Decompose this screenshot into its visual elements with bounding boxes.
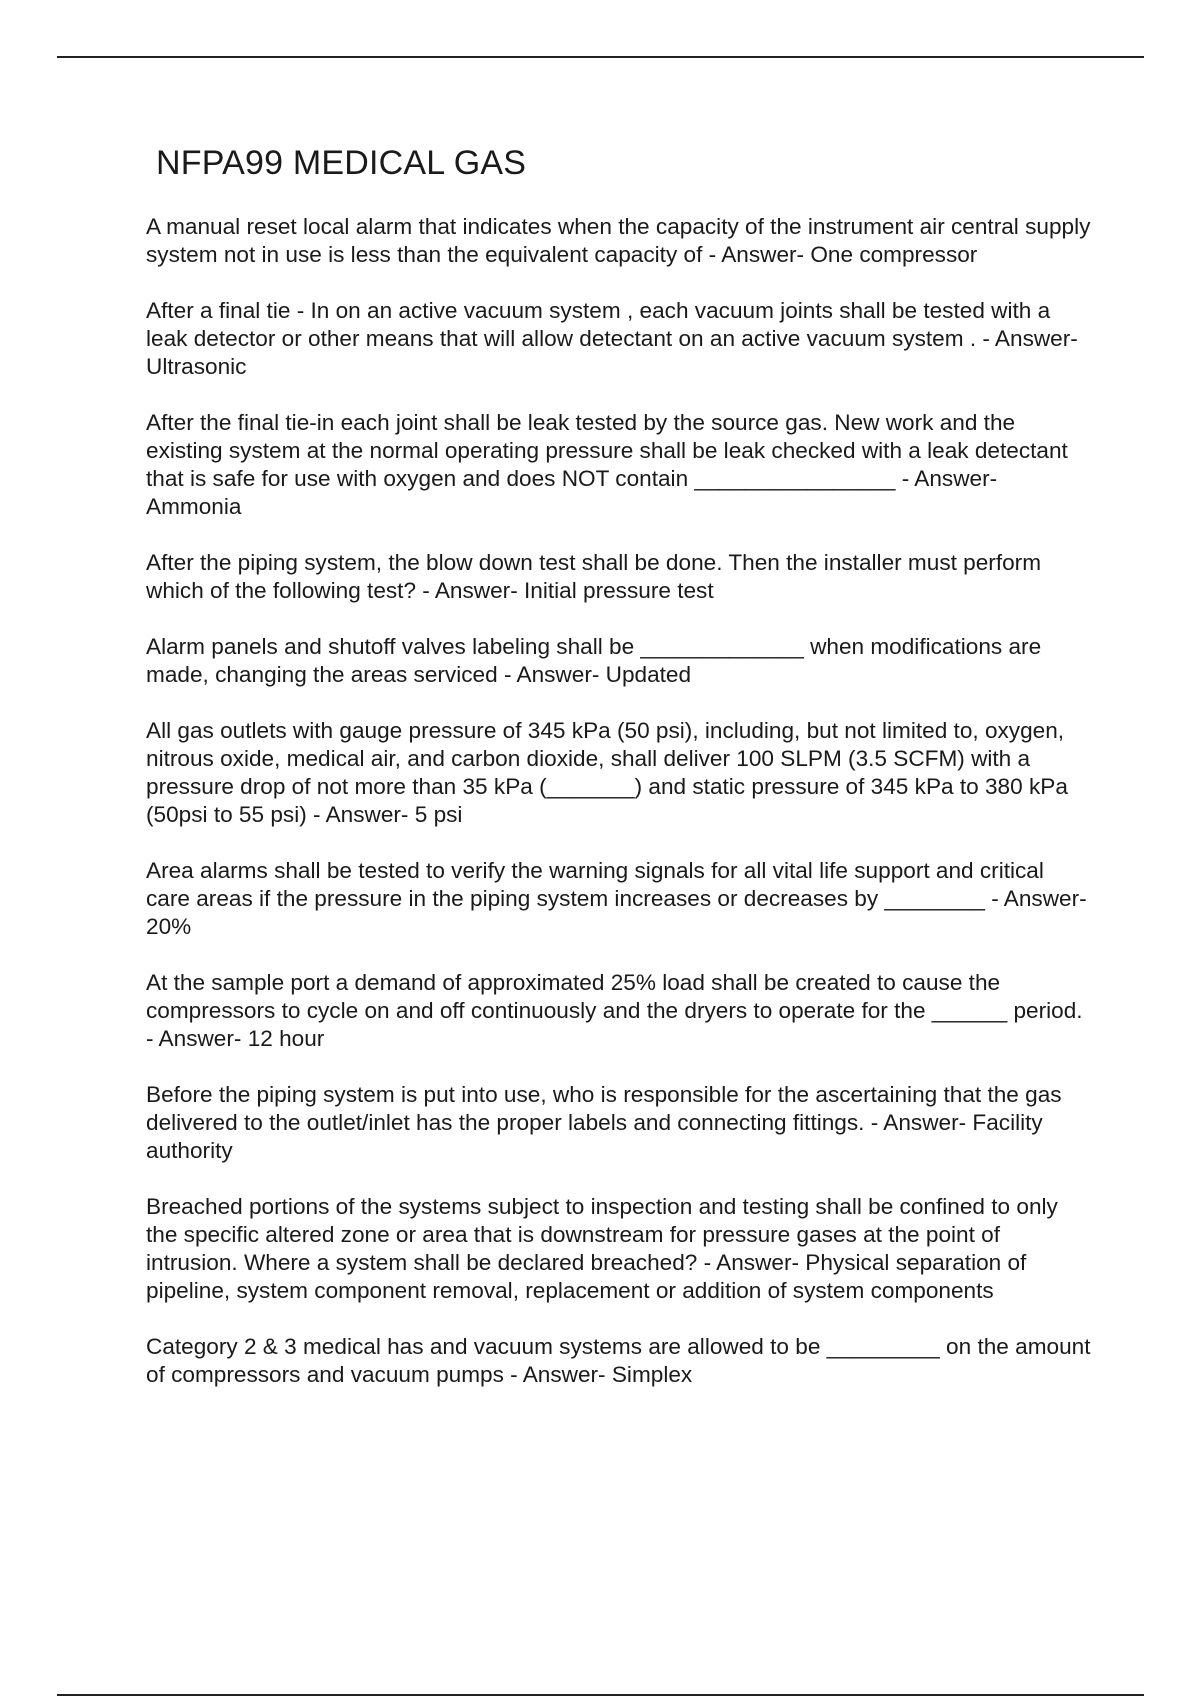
page-title: NFPA99 MEDICAL GAS xyxy=(156,144,527,182)
qa-item: After the final tie-in each joint shall be leak tested by the source gas. New work and the existing system at the normal operating pressure shall be leak checked with a leak detectant that is safe for use with oxygen and does NOT contain ________________ - Answer- Ammonia xyxy=(146,410,1068,519)
qa-item: Area alarms shall be tested to verify the warning signals for all vital life support and critical care areas if the pressure in the piping system increases or decreases by ________ - Answer- 20% xyxy=(146,858,1087,939)
qa-item: After a final tie - In on an active vacuum system , each vacuum joints shall be tested with a leak detector or other means that will allow detectant on an active vacuum system . - Answer- Ultrasonic xyxy=(146,298,1078,379)
top-divider xyxy=(57,56,1144,58)
qa-item: Breached portions of the systems subject to inspection and testing shall be confined to only the specific altered zone or area that is downstream for pressure gases at the point of intrusion. Where a system shall be declared breached? - Answer- Physical separation of pipeline, system component removal, replacement or addition of system components xyxy=(146,1194,1058,1303)
qa-item: Before the piping system is put into use, who is responsible for the ascertaining that the gas delivered to the outlet/inlet has the proper labels and connecting fittings. - Answer- Facility authority xyxy=(146,1082,1062,1163)
qa-item: At the sample port a demand of approximated 25% load shall be created to cause the compressors to cycle on and off continuously and the dryers to operate for the ______ period. - Answer- 12 hour xyxy=(146,970,1083,1051)
bottom-divider xyxy=(57,1694,1144,1696)
qa-item: Alarm panels and shutoff valves labeling shall be _____________ when modifications are made, changing the areas serviced - Answer- Updated xyxy=(146,634,1042,687)
qa-item: All gas outlets with gauge pressure of 345 kPa (50 psi), including, but not limited to, oxygen, nitrous oxide, medical air, and carbon dioxide, shall deliver 100 SLPM (3.5 SCFM) with a pressure drop of not more than 35 kPa (_______) and static pressure of 345 kPa to 380 kPa (50psi to 55 psi) - Answer- 5 psi xyxy=(146,718,1068,827)
question-answer-list xyxy=(146,213,1092,1417)
qa-item: After the piping system, the blow down test shall be done. Then the installer must perform which of the following test? - Answer- Initial pressure test xyxy=(146,550,1042,603)
qa-item: A manual reset local alarm that indicates when the capacity of the instrument air central supply system not in use is less than the equivalent capacity of - Answer- One compressor xyxy=(146,214,1091,267)
qa-item: Category 2 & 3 medical has and vacuum systems are allowed to be _________ on the amount of compressors and vacuum pumps - Answer- Simplex xyxy=(146,1334,1091,1387)
